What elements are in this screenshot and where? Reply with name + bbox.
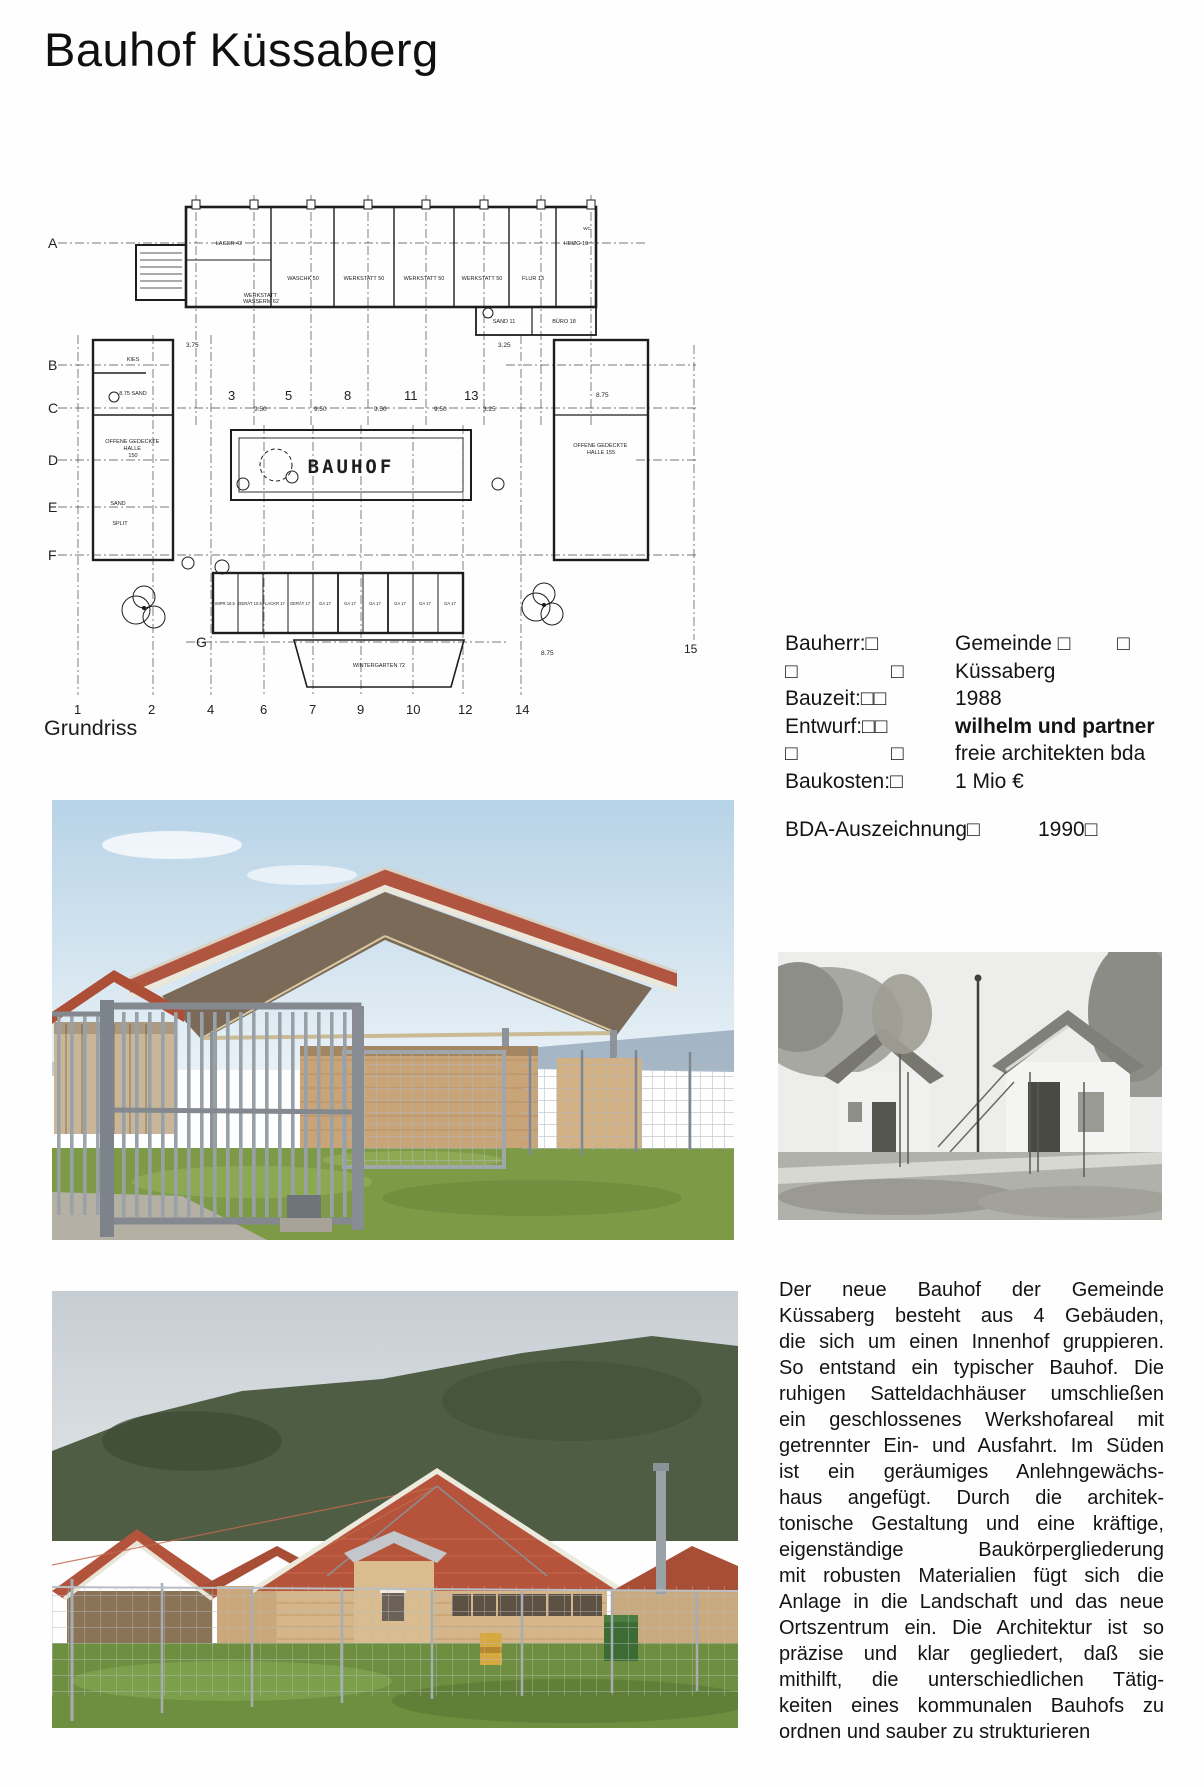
info-label: □ □ bbox=[785, 659, 904, 683]
info-value: freie architekten bda bbox=[955, 742, 1146, 765]
article-line: haus angefügt. Durch die architek- bbox=[779, 1487, 1164, 1509]
plan-label: 6 bbox=[260, 702, 268, 717]
info-row bbox=[785, 740, 1185, 768]
plan-label: 9.50 bbox=[374, 406, 387, 413]
plan-label: A bbox=[48, 235, 58, 251]
award-label: BDA-Auszeichnung□ bbox=[785, 818, 980, 841]
plan-label: IMPR 10.5 bbox=[215, 601, 235, 606]
plan-label: E bbox=[48, 499, 58, 515]
plan-label: 9.50 bbox=[254, 406, 267, 413]
info-value: 1 Mio € bbox=[955, 769, 1024, 793]
plan-label: 3.25 bbox=[483, 406, 496, 413]
plan-label: SAND bbox=[110, 501, 126, 507]
article-line: getrennter Ein- und Ausfahrt. Im Süden bbox=[779, 1435, 1164, 1457]
plan-label: 9 bbox=[357, 702, 365, 717]
plan-courtyard-label: BAUHOF bbox=[307, 456, 395, 478]
plan-label: WERKSTATT 50 bbox=[343, 276, 385, 282]
plan-label: GA 17 bbox=[394, 601, 406, 606]
plan-label: 4 bbox=[207, 702, 215, 717]
svg-text:WERKSTATT WASSERM 62 bbox=[243, 293, 279, 305]
info-label: Baukosten:□ bbox=[785, 769, 903, 793]
page-title: Bauhof Küssaberg bbox=[44, 23, 439, 76]
info-row bbox=[785, 768, 1185, 796]
article-line: die sich um einen Innenhof gruppieren. bbox=[779, 1331, 1164, 1353]
article-line: Ortszentrum ein. Die Architektur ist so bbox=[779, 1617, 1164, 1639]
article-line: tonische Gestaltung und eine kräftige, bbox=[779, 1513, 1164, 1535]
plan-label: WERKSTATT 50 bbox=[461, 276, 503, 282]
plan-label: D bbox=[48, 452, 59, 468]
plan-label: 14 bbox=[515, 702, 530, 717]
article-line: mit robusten Materialien fügt sich die bbox=[779, 1565, 1164, 1587]
plan-label: WASCHK 50 bbox=[287, 276, 319, 282]
article-line: So entstand ein typischer Bauhof. Die bbox=[779, 1357, 1164, 1379]
info-row bbox=[785, 713, 1185, 741]
plan-label: 8.75 bbox=[541, 650, 554, 657]
plan-label: C bbox=[48, 400, 59, 416]
plan-grid-numbers-mid bbox=[228, 388, 478, 403]
plan-label: 3.25 bbox=[498, 342, 511, 349]
plan-label: 13 bbox=[464, 388, 479, 403]
article-line: Anlage in die Landschaft und das neue bbox=[779, 1591, 1164, 1613]
article-line: Der neue Bauhof der Gemeinde bbox=[779, 1279, 1164, 1301]
plan-label: WC bbox=[583, 226, 591, 231]
project-info-table bbox=[785, 630, 1185, 844]
plan-caption: Grundriss bbox=[44, 716, 138, 740]
plan-label: 9.50 bbox=[434, 406, 447, 413]
info-label: Bauzeit:□□ bbox=[785, 687, 887, 710]
info-value: Gemeinde □ □ bbox=[955, 632, 1130, 655]
plan-label: 5 bbox=[285, 388, 293, 403]
plan-label: 12 bbox=[458, 702, 473, 717]
plan-label: 7 bbox=[309, 702, 317, 717]
article-line: präzise und klar gegliedert, daß sie bbox=[779, 1643, 1164, 1665]
plan-label: HEIZG 19 bbox=[563, 241, 589, 247]
plan-grid-numbers-bottom bbox=[74, 642, 698, 717]
plan-room-labels-top bbox=[216, 226, 592, 325]
plan-label: 15 bbox=[684, 642, 698, 656]
info-label: Entwurf:□□ bbox=[785, 714, 888, 738]
article-line: ruhigen Satteldachhäuser umschließen bbox=[779, 1383, 1164, 1405]
info-label: Bauherr:□ bbox=[785, 632, 879, 655]
plan-label: 8 bbox=[344, 388, 352, 403]
inner-gate bbox=[344, 1052, 504, 1167]
plan-label: 3 bbox=[228, 388, 236, 403]
plan-label: OFFENE GEDECKTE bbox=[105, 439, 160, 445]
plan-wintergarten-label: WINTERGARTEN 72 bbox=[352, 663, 406, 669]
plan-label: SPLIT bbox=[112, 521, 128, 527]
plan-label: 8.75 SAND bbox=[119, 391, 147, 397]
plan-label: WASSERM 62 bbox=[243, 299, 279, 305]
plan-label: 8.75 bbox=[596, 392, 609, 399]
plan-label: GA 17 bbox=[319, 601, 331, 606]
plan-room-labels-left bbox=[105, 357, 161, 527]
info-value: 1988 bbox=[955, 687, 1002, 710]
article-line: ist ein geräumiges Anlehngewächs- bbox=[779, 1461, 1164, 1483]
floor-plan-drawing bbox=[36, 95, 708, 727]
plan-label: 9.50 bbox=[314, 406, 327, 413]
info-row bbox=[785, 630, 1185, 658]
plan-room-labels-bottom bbox=[215, 601, 456, 606]
floor-plan bbox=[36, 95, 708, 727]
plan-label: BÜRO 18 bbox=[552, 319, 576, 325]
article-line: eigenständige Baukörpergliederung bbox=[779, 1539, 1164, 1561]
info-value: wilhelm und partner bbox=[955, 714, 1155, 738]
plan-walls bbox=[93, 200, 648, 687]
plan-label: GA 17 bbox=[419, 601, 431, 606]
wire-fence bbox=[522, 1048, 734, 1155]
plan-label: FLUR 13 bbox=[521, 276, 545, 282]
photo-bauhof-buildings bbox=[52, 1291, 738, 1728]
plan-label: WERKSTATT bbox=[243, 293, 277, 299]
plan-label: GA 17 bbox=[344, 601, 356, 606]
plan-label: GA 17 bbox=[369, 601, 381, 606]
plan-label: F bbox=[48, 547, 57, 563]
plan-label: 10 bbox=[406, 702, 421, 717]
award-row bbox=[785, 816, 1185, 844]
plan-label: 3.75 bbox=[186, 342, 199, 349]
plan-label: B bbox=[48, 357, 58, 373]
steel-gate bbox=[52, 1000, 364, 1237]
plan-label: LACKR 17 bbox=[265, 601, 285, 606]
plan-label: HALLE bbox=[123, 446, 141, 452]
article-line: ordnen und sauber zu strukturieren bbox=[779, 1721, 1091, 1743]
plan-label: 150 bbox=[128, 453, 138, 459]
plan-label: LAGER 42 bbox=[215, 241, 243, 247]
plan-label: SAND 11 bbox=[492, 319, 516, 325]
plan-label: HALLE 155 bbox=[586, 450, 616, 456]
article-line: Küssaberg besteht aus 4 Gebäuden, bbox=[779, 1305, 1164, 1327]
info-label: □ □ bbox=[785, 742, 904, 765]
right-building bbox=[612, 1546, 738, 1591]
plan-label: 1 bbox=[74, 702, 82, 717]
award-value: 1990□ bbox=[1038, 818, 1098, 841]
plan-label: KIES bbox=[126, 357, 140, 363]
svg-text:OFFENE GEDECKTE HALLE 1 bbox=[573, 443, 629, 456]
plan-label: 2 bbox=[148, 702, 156, 717]
article-line: keiten eines kommunalen Bauhofs zu bbox=[779, 1695, 1164, 1717]
svg-text:OFFENE GEDECKTE HALLE bbox=[105, 439, 161, 459]
article-line: mithilft, die unterschiedlichen Tätig- bbox=[779, 1669, 1164, 1691]
article-text bbox=[779, 1277, 1164, 1745]
plan-label: GERÄT 10.5 bbox=[238, 601, 262, 606]
info-value: Küssaberg bbox=[955, 659, 1056, 683]
photo-courtyard-gate bbox=[52, 800, 734, 1240]
plan-label: GA 17 bbox=[444, 601, 456, 606]
photo-grayscale-buildings bbox=[778, 952, 1162, 1220]
chimney bbox=[656, 1469, 666, 1594]
info-row bbox=[785, 685, 1185, 713]
plan-label: WERKSTATT 50 bbox=[403, 276, 445, 282]
plan-room-labels-right bbox=[573, 443, 629, 456]
article-line: ein geschlossenes Werkshofareal mit bbox=[779, 1409, 1164, 1431]
info-row bbox=[785, 658, 1185, 686]
plan-label: G bbox=[196, 634, 207, 650]
plan-label: OFFENE GEDECKTE bbox=[573, 443, 628, 449]
plan-label: GERÄT 17 bbox=[289, 601, 311, 606]
plan-label: 11 bbox=[404, 388, 418, 403]
